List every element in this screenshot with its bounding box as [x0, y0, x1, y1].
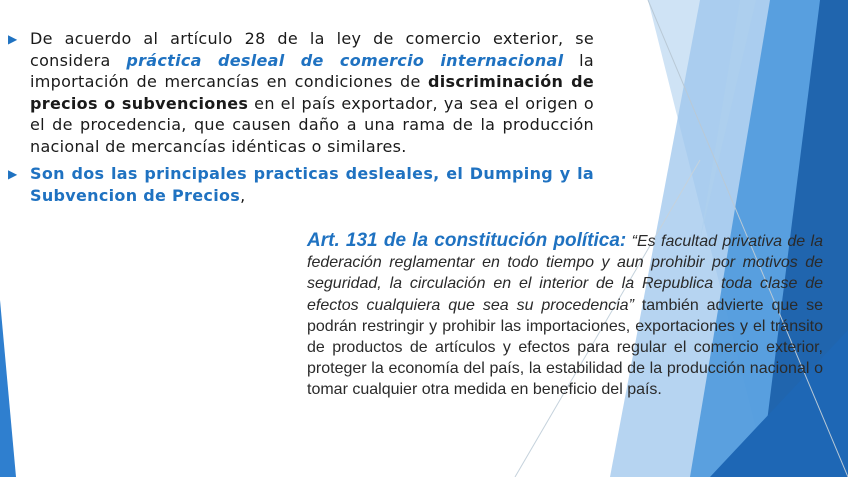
triangle-right-icon: ▶ [8, 32, 18, 46]
bullet-text [30, 28, 594, 157]
bullet-text [30, 163, 594, 206]
article-131-block [307, 230, 823, 401]
text-segment: , [240, 185, 246, 205]
text-segment: en el país exportador, ya sea el origen o el de procedencia, que causen daño a una rama de la producción nacional de mercancías idénticas o similares. [30, 93, 594, 156]
highlight-discriminacion: discriminación de precios o subvenciones [30, 72, 594, 113]
article-quote: “Es facultad privativa de la federación reglamentar en todo tiempo y aun prohibir por motivos de seguridad, la circulación en el interior de la Republica toda clase de efectos cualquiera que sea su procedencia” [307, 233, 824, 314]
bullet-item-practicas [6, 163, 594, 206]
left-edge-facet [0, 300, 16, 477]
article-body: también advierte que se podrán restringir y prohibir las importaciones, exportaciones y el tránsito de productos de artículos y efectos para regular el comercio exterior, proteger la economía del país, la estabilidad de la producción nacional o tomar cualquier otra medida en beneficio del país. [307, 296, 824, 399]
bullet-list [6, 28, 594, 206]
bullet-item-article-28 [6, 28, 594, 157]
text-segment: De acuerdo al artículo 28 de la ley de comercio exterior, se considera [30, 29, 594, 70]
triangle-right-icon: ▶ [8, 167, 18, 181]
highlight-practica-desleal: práctica desleal de comercio internacional [126, 50, 564, 70]
text-segment: la importación de mercancías en condiciones de [30, 50, 594, 91]
highlight-practicas-desleales: Son dos las principales practicas desleales, el Dumping y la Subvencion de Precios [30, 164, 594, 205]
article-title: Art. 131 de la constitución política: [307, 230, 627, 251]
